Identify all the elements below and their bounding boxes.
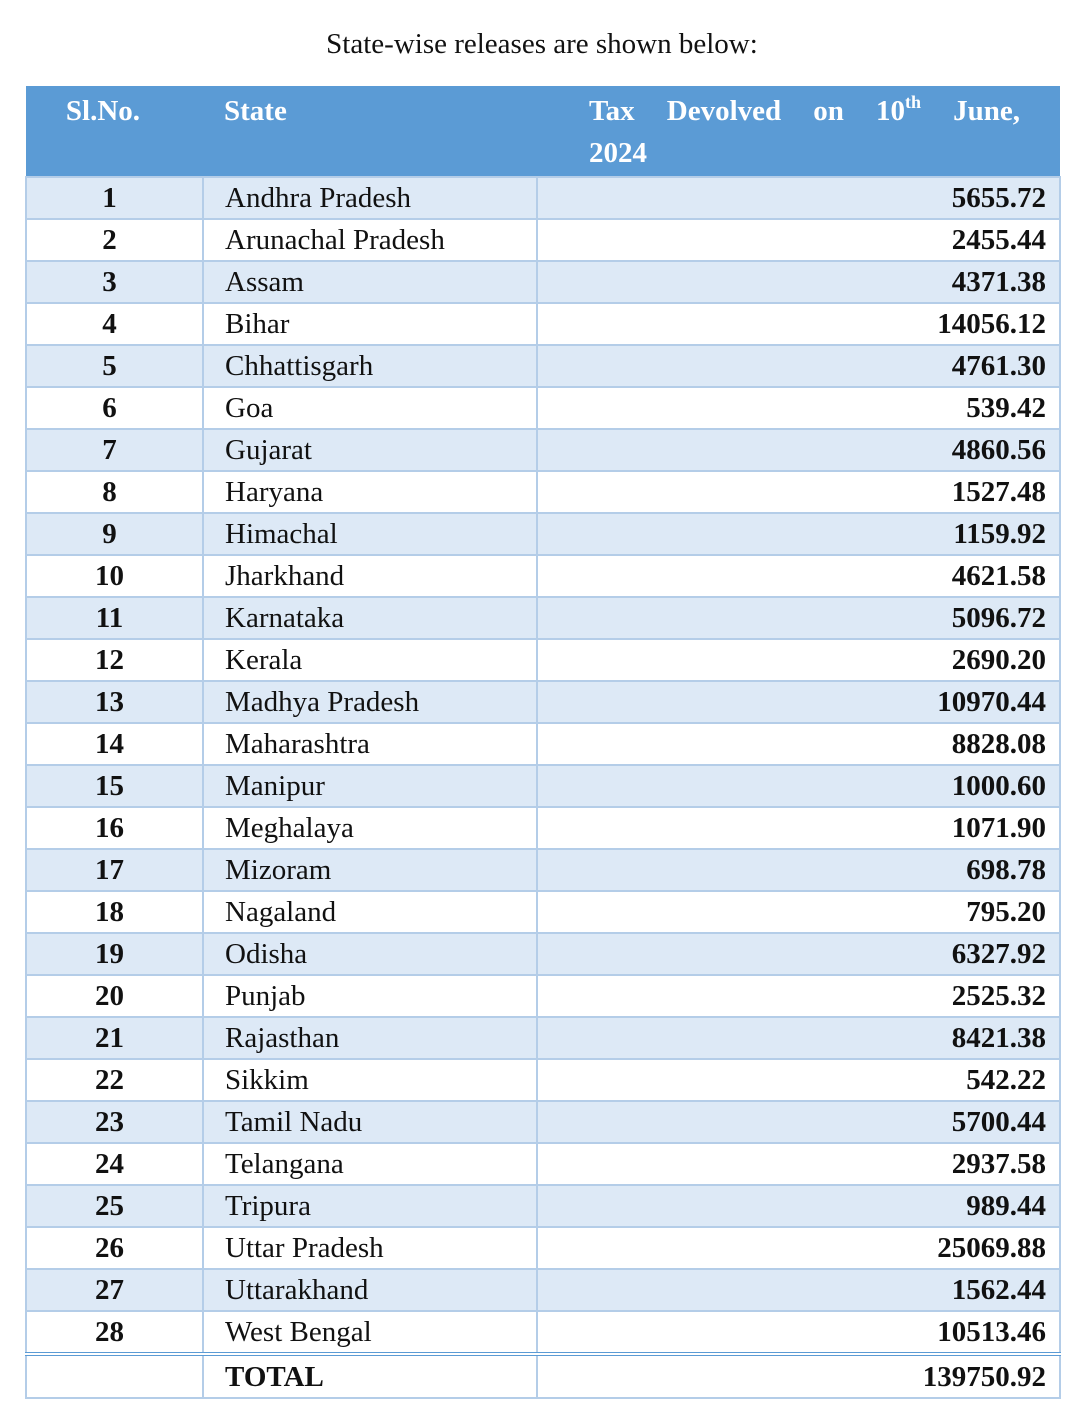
row-sl-no: 18 [26,891,203,933]
header-word-date [876,90,921,132]
header-state: State [203,86,537,177]
row-sl-no: 25 [26,1185,203,1227]
intro-text: State-wise releases are shown below: [326,28,758,60]
row-tax-value: 6327.92 [537,933,1060,975]
table-row [26,387,1060,429]
table-row [26,1017,1060,1059]
header-day-suffix: th [904,92,921,112]
row-tax-value: 1527.48 [537,471,1060,513]
total-empty-cell [26,1354,203,1398]
row-tax-value: 1562.44 [537,1269,1060,1311]
row-sl-no: 6 [26,387,203,429]
row-state: Punjab [203,975,537,1017]
table-row [26,345,1060,387]
row-sl-no: 17 [26,849,203,891]
table-header-row [26,86,1060,177]
row-sl-no: 4 [26,303,203,345]
row-tax-value: 698.78 [537,849,1060,891]
row-state: Chhattisgarh [203,345,537,387]
row-sl-no: 5 [26,345,203,387]
total-row [26,1354,1060,1398]
table-row [26,303,1060,345]
header-tax-devolved-line1 [589,90,1020,132]
row-state: Andhra Pradesh [203,177,537,219]
row-tax-value: 10970.44 [537,681,1060,723]
table-row [26,975,1060,1017]
table-row [26,429,1060,471]
row-sl-no: 11 [26,597,203,639]
table-row [26,891,1060,933]
row-sl-no: 9 [26,513,203,555]
row-tax-value: 2690.20 [537,639,1060,681]
row-state: Tamil Nadu [203,1101,537,1143]
table-row [26,1227,1060,1269]
row-tax-value: 1000.60 [537,765,1060,807]
row-state: Bihar [203,303,537,345]
row-tax-value: 4761.30 [537,345,1060,387]
row-state: Maharashtra [203,723,537,765]
row-state: Uttarakhand [203,1269,537,1311]
table-row [26,597,1060,639]
row-sl-no: 27 [26,1269,203,1311]
row-state: Rajasthan [203,1017,537,1059]
row-tax-value: 8421.38 [537,1017,1060,1059]
row-state: West Bengal [203,1311,537,1354]
row-tax-value: 4860.56 [537,429,1060,471]
row-state: Odisha [203,933,537,975]
row-sl-no: 1 [26,177,203,219]
row-tax-value: 5700.44 [537,1101,1060,1143]
row-state: Karnataka [203,597,537,639]
row-tax-value: 1071.90 [537,807,1060,849]
row-tax-value: 989.44 [537,1185,1060,1227]
row-sl-no: 10 [26,555,203,597]
row-state: Jharkhand [203,555,537,597]
row-sl-no: 21 [26,1017,203,1059]
row-state: Himachal [203,513,537,555]
row-tax-value: 4371.38 [537,261,1060,303]
row-tax-value: 10513.46 [537,1311,1060,1354]
header-word: on [813,95,844,127]
table-row [26,933,1060,975]
table-row [26,1059,1060,1101]
row-state: Mizoram [203,849,537,891]
table-row [26,723,1060,765]
row-state: Uttar Pradesh [203,1227,537,1269]
row-state: Telangana [203,1143,537,1185]
header-tax-devolved [537,86,1060,177]
row-state: Nagaland [203,891,537,933]
row-tax-value: 25069.88 [537,1227,1060,1269]
table-row [26,177,1060,219]
table-row [26,1101,1060,1143]
table-row [26,513,1060,555]
table-row [26,765,1060,807]
table-row [26,1143,1060,1185]
row-sl-no: 16 [26,807,203,849]
header-tax-devolved-line2: 2024 [589,137,647,169]
row-state: Manipur [203,765,537,807]
row-sl-no: 7 [26,429,203,471]
table-row [26,555,1060,597]
row-tax-value: 14056.12 [537,303,1060,345]
table-row [26,1185,1060,1227]
row-state: Assam [203,261,537,303]
row-sl-no: 24 [26,1143,203,1185]
table-row [26,219,1060,261]
row-state: Tripura [203,1185,537,1227]
row-tax-value: 2937.58 [537,1143,1060,1185]
table-row [26,849,1060,891]
row-sl-no: 23 [26,1101,203,1143]
table-row [26,261,1060,303]
table-row [26,681,1060,723]
row-sl-no: 14 [26,723,203,765]
row-tax-value: 4621.58 [537,555,1060,597]
row-sl-no: 2 [26,219,203,261]
row-sl-no: 20 [26,975,203,1017]
header-word: Tax [589,95,635,127]
table-row [26,1269,1060,1311]
row-state: Kerala [203,639,537,681]
row-tax-value: 2525.32 [537,975,1060,1017]
row-state: Haryana [203,471,537,513]
row-sl-no: 8 [26,471,203,513]
table-row [26,1311,1060,1354]
row-tax-value: 5096.72 [537,597,1060,639]
table-row [26,807,1060,849]
row-state: Arunachal Pradesh [203,219,537,261]
row-tax-value: 1159.92 [537,513,1060,555]
row-tax-value: 2455.44 [537,219,1060,261]
row-state: Meghalaya [203,807,537,849]
row-sl-no: 19 [26,933,203,975]
row-sl-no: 12 [26,639,203,681]
row-sl-no: 26 [26,1227,203,1269]
row-tax-value: 795.20 [537,891,1060,933]
table-row [26,639,1060,681]
header-word: June, [953,95,1020,127]
row-sl-no: 3 [26,261,203,303]
row-sl-no: 22 [26,1059,203,1101]
row-state: Gujarat [203,429,537,471]
row-state: Sikkim [203,1059,537,1101]
header-word: Devolved [666,95,782,127]
state-releases-table [25,86,1061,1399]
row-tax-value: 8828.08 [537,723,1060,765]
row-tax-value: 542.22 [537,1059,1060,1101]
table-row [26,471,1060,513]
row-state: Goa [203,387,537,429]
total-value: 139750.92 [537,1354,1060,1398]
header-day: 10 [875,95,905,127]
row-sl-no: 13 [26,681,203,723]
header-sl-no: Sl.No. [26,86,203,177]
row-tax-value: 539.42 [537,387,1060,429]
row-state: Madhya Pradesh [203,681,537,723]
row-sl-no: 28 [26,1311,203,1354]
row-sl-no: 15 [26,765,203,807]
row-tax-value: 5655.72 [537,177,1060,219]
table-body [26,177,1060,1398]
total-label: TOTAL [203,1354,537,1398]
